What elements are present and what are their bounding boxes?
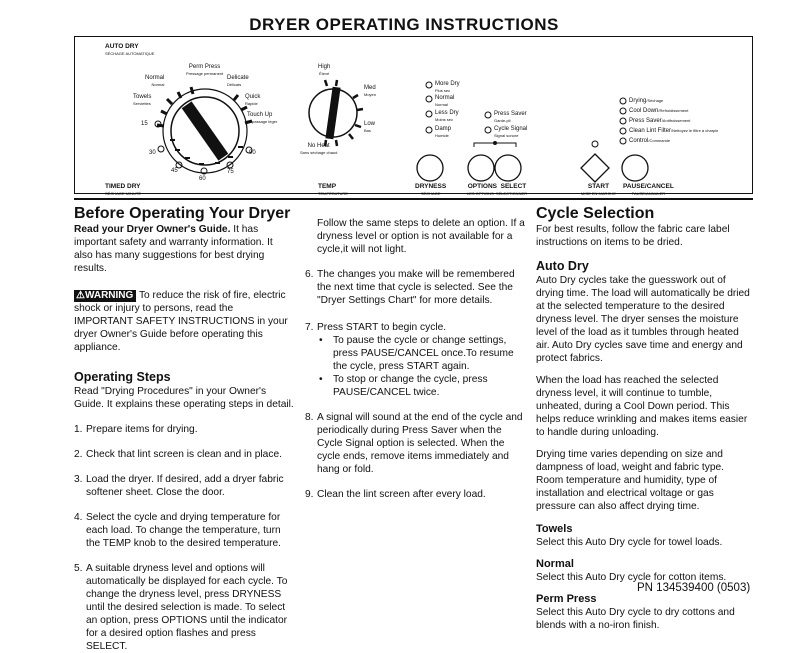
part-number: PN 134539400 (0503) (637, 582, 751, 594)
before-operating-heading: Before Operating Your Dryer (74, 205, 291, 222)
timer-30: 30 (149, 150, 156, 156)
auto-dry-paragraph-2: When the load has reached the selected dryness level, it will continue to tumble, unheated, during a Cool Down period. This helps reduce wrinkling and makes items easier to handle during unloading. (536, 375, 748, 438)
cycle-quick: Quick Rapide (245, 94, 261, 106)
operating-steps-heading: Operating Steps (74, 370, 171, 384)
timer-90: 90 (249, 150, 256, 156)
status-cool-down: Cool Down/Refroidissement (629, 108, 689, 114)
left-column (74, 205, 294, 653)
auto-dry-paragraph-3: Drying time varies depending on size and dampness of load, weight and fabric type. Room temperature and humidity, type of installation and electrical voltage or gas pressure can also affect drying time. (536, 449, 725, 512)
step-7: 7. Press START to begin cycle. (305, 322, 447, 333)
cycle-perm-press: Perm Press Pressage permanent (186, 64, 224, 76)
dryness-less-dry: Less Dry Moins sec (435, 110, 459, 122)
dryness-label: DRYNESS SÉCHAGE (415, 183, 447, 196)
towels-text: Select this Auto Dry cycle for towel loads. (536, 537, 723, 548)
start-label: START MISE EN MARCHE (581, 183, 616, 196)
pause-cancel-label: PAUSE/CANCEL PAUSE/ANNULER (623, 183, 674, 196)
cycle-delicate: Delicate Délicats (227, 75, 249, 87)
auto-dry-label: AUTO DRY SÉCHAGE AUTOMATIQUE (105, 43, 155, 56)
timed-dry-label: TIMED DRY SÉCHAGE MINUTÉ (105, 183, 142, 196)
normal-text: Select this Auto Dry cycle for cotton items. (536, 572, 727, 583)
cycle-selection-intro: For best results, follow the fabric care label instructions on items to be dried. (536, 224, 730, 248)
bullet-stop: • To stop or change the cycle, press PAUSE/CANCEL twice. (319, 374, 488, 398)
dryness-more-dry: More Dry Plus sec (435, 81, 460, 93)
dryness-button[interactable] (417, 155, 443, 181)
timer-75: 75 (227, 169, 234, 175)
auto-dry-heading: Auto Dry (536, 259, 589, 273)
step-1: 1. Prepare items for drying. (74, 424, 198, 435)
cycle-towels: Towels Serviettes (133, 94, 152, 106)
status-drying: Drying/Séchage (629, 98, 664, 104)
option-indicator-lights (485, 112, 491, 133)
cycle-selection-heading: Cycle Selection (536, 205, 655, 222)
timer-60: 60 (199, 176, 206, 182)
step-5: 5. A suitable dryness level and options will automatically be displayed for each cycle. To change the dryness level, press DRYNESS until the desired selection is made. To select an option, press OPTIONS until the indicator for a desired option flashes and press SELECT. (74, 563, 288, 652)
status-control: Control/Commande (629, 138, 671, 144)
section-divider (74, 198, 753, 200)
step-3: 3. Load the dryer. If desired, add a dryer fabric softener sheet. Close the door. (74, 474, 284, 498)
step-2: 2. Check that lint screen is clean and in place. (74, 449, 282, 460)
cycle-touch-up: Touch Up Repassage léger (247, 112, 278, 124)
dryness-damp: Damp Humide (435, 126, 452, 138)
perm-press-heading: Perm Press (536, 593, 597, 605)
perm-press-text: Select this Auto Dry cycle to dry cottons and blends with a no-iron finish. (536, 607, 735, 631)
option-press-saver: Press Saver Garde-pli (494, 111, 527, 123)
pause-cancel-button[interactable] (622, 155, 648, 181)
temp-knob (309, 80, 363, 146)
option-cycle-signal: Cycle Signal Signal sonore (494, 126, 528, 138)
options-button[interactable] (468, 155, 494, 181)
timer-15: 15 (141, 121, 148, 127)
temp-low: Low Bas (364, 121, 376, 133)
middle-column (305, 217, 525, 501)
steps-intro: Read "Drying Procedures" in your Owner's Guide. It explains these operating steps in detail. (74, 386, 294, 410)
normal-heading: Normal (536, 558, 574, 570)
cycle-normal: Normal Normal (145, 75, 165, 87)
temp-label: TEMP TEMPÉRATURE (318, 183, 348, 196)
step-8: 8. A signal will sound at the end of the cycle and periodically during Press Saver when the Cycle Signal option is selected. When the cycle ends, remove items immediately and hang or fold. (305, 412, 523, 475)
bullet-pause: • To pause the cycle or change settings, press PAUSE/CANCEL once.To resume the cycle, press START again. (319, 335, 514, 372)
step-4: 4. Select the cycle and drying temperature for each load. To change the temperature, turn the TEMP knob to the desired temperature. (74, 512, 281, 549)
warning-paragraph: ⚠WARNING To reduce the risk of fire, electric shock or injury to persons, read the IMPORTANT SAFETY INSTRUCTIONS in your dryer Owner's Guide before operating this appliance. (74, 290, 288, 353)
status-indicator-lights (592, 98, 626, 147)
status-clean-lint-filter: Clean Lint Filter/Nettoyez le filtre à charpie (629, 128, 719, 134)
page-title: DRYER OPERATING INSTRUCTIONS (249, 15, 559, 34)
status-press-saver: Press Saver/Antifroissement (629, 118, 691, 124)
start-button[interactable] (581, 154, 609, 182)
temp-no-heat: No Heat Sans séchage chaud (300, 143, 338, 155)
step-6: 6. The changes you make will be remembered the next time that cycle is selected. See the "Dryer Settings Chart" for more details. (305, 269, 515, 306)
step-9: 9. Clean the lint screen after every load. (305, 489, 486, 500)
towels-heading: Towels (536, 523, 573, 535)
auto-dry-paragraph-1: Auto Dry cycles take the guesswork out of drying time. The load will automatically be dried at the selected temperature to the desired dryness level. The dryer senses the moisture level of the load as it tumbles through heated air. Auto Dry cycles save time and energy and protect fabrics. (536, 275, 750, 364)
control-panel-diagram (74, 36, 753, 194)
intro-paragraph: Read your Dryer Owner's Guide. It has important safety and warranty information. It also has many suggestions for best drying results. (74, 224, 273, 274)
delete-option-note: Follow the same steps to delete an option. If a dryness level or option is not available for a cycle,it will not light. (317, 218, 525, 255)
right-column (536, 205, 754, 632)
dryness-indicator-lights (426, 82, 432, 133)
warning-badge: ⚠WARNING (74, 290, 136, 302)
temp-high: High Élevé (318, 64, 331, 76)
timer-45: 45 (171, 168, 178, 174)
dryness-normal: Normal Normal (435, 95, 455, 107)
temp-med: Med Moyen (364, 85, 377, 97)
select-button[interactable] (495, 155, 521, 181)
cycle-knob (157, 87, 252, 173)
options-select-label: OPTIONS SELECT LES OPTIONS SÉLECTIONNER (467, 183, 528, 196)
